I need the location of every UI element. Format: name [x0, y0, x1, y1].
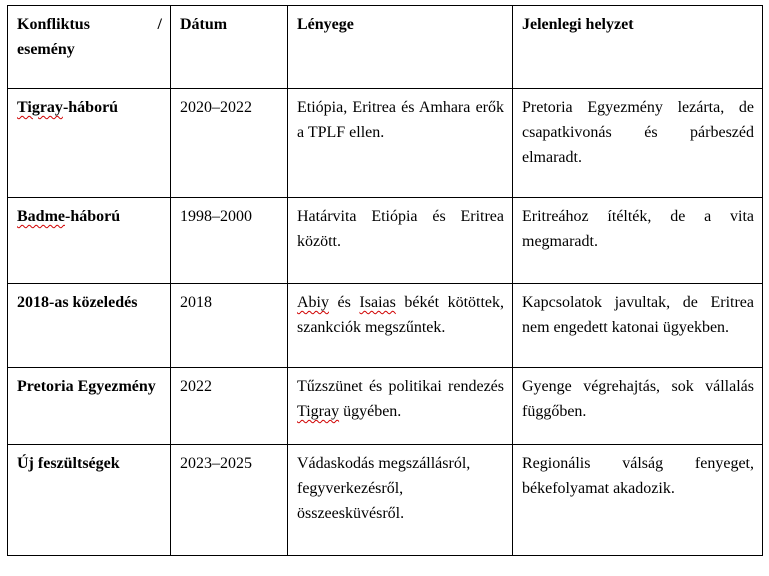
- conflict-name: Pretoria Egyezmény: [8, 368, 171, 445]
- essence-text: Tűzszünet és politikai rendezés: [297, 378, 504, 395]
- essence-cell: Etiópia, Eritrea és Amhara erők a TPLF ellen.: [288, 89, 513, 198]
- header-conflict: [8, 6, 171, 89]
- spellcheck-word: Tigray: [17, 99, 63, 116]
- conflict-name: [8, 198, 171, 284]
- header-conflict-word: Konfliktus: [17, 16, 90, 33]
- status-cell: Pretoria Egyezmény lezárta, de csapatkivonás és párbeszéd elmaradt.: [513, 89, 763, 198]
- conflict-name: Új feszültségek: [8, 445, 171, 556]
- conflict-name: 2018-as közeledés: [8, 284, 171, 368]
- header-status: Jelenlegi helyzet: [513, 6, 763, 89]
- spellcheck-word: Isaias: [359, 294, 396, 311]
- date-cell: 2023–2025: [171, 445, 288, 556]
- table-row: [8, 89, 763, 198]
- status-cell: Eritreához ítélték, de a vita megmaradt.: [513, 198, 763, 284]
- header-date: Dátum: [171, 6, 288, 89]
- header-event-word: esemény: [17, 41, 75, 58]
- header-essence: Lényege: [288, 6, 513, 89]
- table-row: [8, 198, 763, 284]
- conflict-name-suffix: -háború: [62, 99, 119, 116]
- status-cell: Regionális válság fenyeget, békefolyamat akadozik.: [513, 445, 763, 556]
- essence-cell: [288, 368, 513, 445]
- date-cell: 2022: [171, 368, 288, 445]
- spellcheck-word: Abiy: [297, 294, 329, 311]
- conflict-name: [8, 89, 171, 198]
- essence-rest: békét kötöttek, szankciók megszűntek.: [297, 294, 505, 336]
- spellcheck-word: Tigray: [297, 403, 340, 420]
- conflict-name-suffix: -háború: [65, 208, 121, 225]
- spellcheck-word: Badme: [17, 208, 65, 225]
- essence-text: ügyében.: [343, 403, 402, 420]
- table-row: [8, 284, 763, 368]
- essence-cell: Vádaskodás megszállásról, fegyverkezésről, összeesküvésről.: [288, 445, 513, 556]
- header-slash: /: [157, 16, 162, 33]
- table-row: [8, 368, 763, 445]
- table-row: [8, 445, 763, 556]
- essence-word: és: [337, 294, 351, 311]
- date-cell: 2018: [171, 284, 288, 368]
- status-cell: Kapcsolatok javultak, de Eritrea nem engedett katonai ügyekben.: [513, 284, 763, 368]
- status-cell: Gyenge végrehajtás, sok vállalás függőben.: [513, 368, 763, 445]
- table-header-row: [8, 6, 763, 89]
- essence-cell: [288, 284, 513, 368]
- date-cell: 2020–2022: [171, 89, 288, 198]
- date-cell: 1998–2000: [171, 198, 288, 284]
- essence-cell: Határvita Etiópia és Eritrea között.: [288, 198, 513, 284]
- conflict-table: [7, 5, 763, 556]
